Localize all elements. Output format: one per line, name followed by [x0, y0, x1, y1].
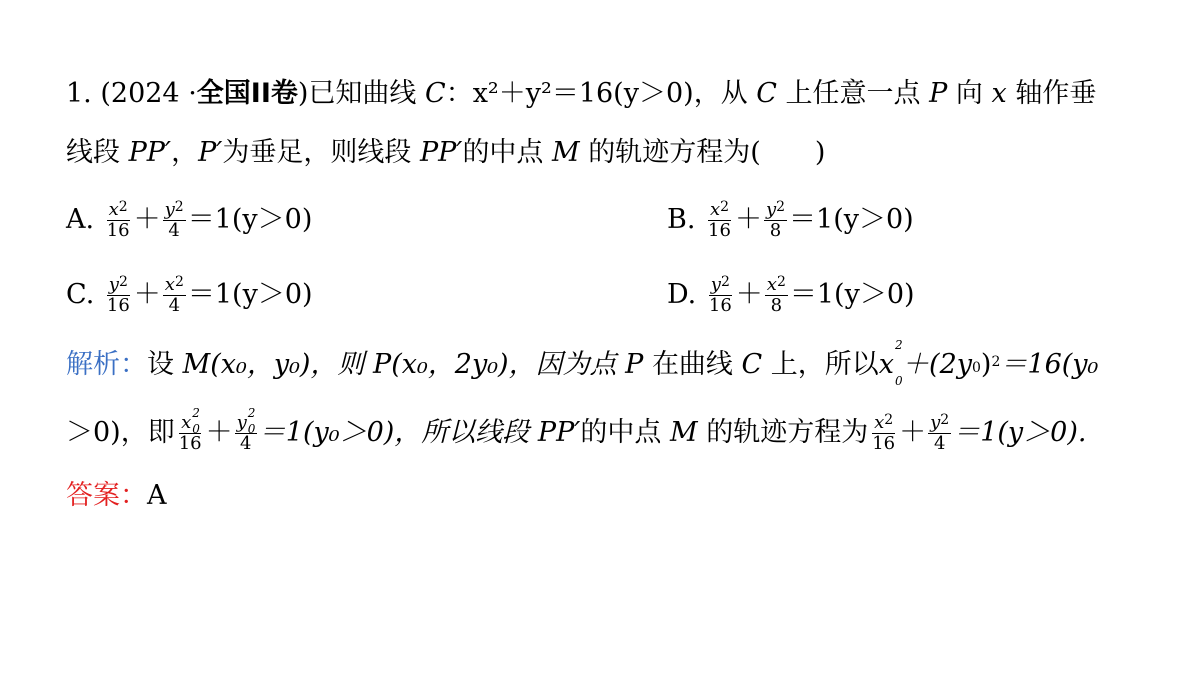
line2-text-2: ，: [171, 137, 199, 168]
analysis-text: C: [741, 349, 763, 380]
fraction: x 2 0 16: [178, 406, 202, 454]
line2-text-3: 为垂足，则线段: [222, 137, 412, 168]
answer-label: 答案：: [66, 480, 147, 511]
analysis-text: ): [980, 349, 992, 380]
analysis-line-2: ＞0)，即 x 2 0 16 ＋ y 2 0 4 ＝1(y₀＞0)，所以线段 PP′的中点 M 的轨迹方程为 $\frac{x^2}{16}$ ＋ $\frac{y^2}{4}$ ＝1(y＞0).: [66, 406, 1087, 454]
question-line-1: [66, 74, 1096, 114]
fraction: $\frac{x^2}{16}$: [872, 412, 896, 454]
fraction: $\frac{x^2}{4}$: [164, 274, 184, 316]
analysis-text: 设: [147, 349, 174, 380]
analysis-text: ＝16(y₀: [1000, 349, 1099, 380]
curve-equation: x²＋y²＝16(y＞0): [472, 78, 694, 109]
option-tail: ＝1(y＞0): [187, 279, 313, 310]
analysis-text: ＋(2y: [902, 349, 972, 380]
line2-text-1: 线段: [66, 137, 120, 168]
analysis-line-1: 解析：设 M(x₀，y₀)，则 P(x₀，2y₀)，因为点 P 在曲线 C 上，所以x 2 0 $+(2y_0)^2=16(y_0$: [66, 338, 1099, 388]
numerator: y: [710, 274, 721, 295]
segment-pp-2: PP′: [419, 137, 463, 168]
analysis-text: ＝1(y₀＞0)，所以线段: [258, 417, 530, 448]
fraction: $\frac{y^2}{4}$: [164, 199, 184, 241]
foot-point: P′: [198, 137, 223, 168]
source-dot: ·: [188, 78, 197, 109]
denominator: 16: [178, 433, 202, 454]
numerator: y: [164, 199, 175, 220]
option-label: A.: [66, 204, 95, 235]
midpoint-m: M: [552, 137, 580, 168]
numerator: y: [765, 199, 777, 220]
answer-line: [66, 476, 167, 516]
denominator: 4: [168, 295, 181, 316]
denominator: 4: [239, 433, 252, 454]
source-name: 全国II卷: [196, 78, 298, 109]
option-tail: ＝1(y＞0): [187, 204, 313, 235]
option-label: C.: [66, 279, 95, 310]
denominator: 4: [933, 433, 946, 454]
curve-name-2: C: [756, 78, 777, 109]
colon: ：: [445, 78, 473, 109]
question-text-5: 轴作垂: [1015, 78, 1097, 109]
option-c[interactable]: C. $\frac{y^2}{16}$ ＋ $\frac{x^2}{4}$ ＝1(y＞0): [66, 274, 313, 316]
option-b[interactable]: B. $\frac{x^2}{16}$ ＋ $\frac{y^2}{8}$ ＝1(y＞0): [667, 199, 914, 241]
option-label: B.: [667, 204, 696, 235]
line2-text-5: 的轨迹方程为( ): [588, 137, 826, 168]
fraction: $\frac{y^2}{4}$: [930, 412, 950, 454]
source-close: ): [297, 78, 309, 109]
numerator: y: [108, 274, 119, 295]
denominator: 16: [708, 295, 732, 316]
point-p: P: [929, 78, 948, 109]
denominator: 8: [770, 295, 783, 316]
analysis-text: 上，所以: [770, 349, 879, 380]
option-a[interactable]: A. $\frac{x^2}{16}$ ＋ $\frac{y^2}{4}$ ＝1(y＞0): [66, 199, 313, 241]
denominator: 16: [106, 295, 130, 316]
question-text-4: 向: [955, 78, 983, 109]
analysis-text: 的中点: [580, 417, 662, 448]
denominator: 8: [769, 220, 782, 241]
option-tail: ＝1(y＞0): [789, 279, 915, 310]
answer-value: A: [147, 480, 167, 511]
analysis-text: M(x₀，y₀)，则: [182, 349, 365, 380]
fraction: $\frac{x^2}{16}$: [708, 199, 731, 241]
question-text-3: 上任意一点: [785, 78, 921, 109]
x0-squared: x 2 0: [878, 338, 903, 388]
question-number: 1.: [66, 78, 92, 109]
fraction: $\frac{y^2}{16}$: [708, 274, 732, 316]
option-d[interactable]: D. $\frac{y^2}{16}$ ＋ $\frac{x^2}{8}$ ＝1(y＞0): [667, 274, 915, 316]
segment-pp: PP′: [128, 137, 172, 168]
question-text-2: ，从: [693, 78, 748, 109]
analysis-text: ＞0)，即: [66, 417, 175, 448]
option-label: D.: [667, 279, 697, 310]
numerator: x: [108, 199, 119, 220]
option-tail: ＝1(y＞0): [789, 204, 914, 235]
numerator: x: [766, 274, 777, 295]
numerator: x: [709, 199, 721, 220]
analysis-text: PP′: [537, 417, 581, 448]
denominator: 16: [872, 433, 896, 454]
analysis-text: 在曲线: [651, 349, 733, 380]
denominator: 4: [168, 220, 180, 241]
analysis-text: M: [669, 417, 698, 448]
fraction: $\frac{x^2}{8}$: [766, 274, 786, 316]
curve-name: C: [425, 78, 446, 109]
analysis-text: 的轨迹方程为: [706, 417, 869, 448]
line2-text-4: 的中点: [462, 137, 544, 168]
analysis-label: 解析：: [66, 349, 147, 380]
question-text-1: 已知曲线: [308, 78, 417, 109]
denominator: 16: [708, 220, 731, 241]
denominator: 16: [106, 220, 130, 241]
analysis-text: P(x₀，2y₀)，因为点: [373, 349, 617, 380]
fraction: y 2 0 4: [236, 406, 256, 454]
source-open: (2024: [100, 78, 180, 109]
fraction: $\frac{y^2}{8}$: [765, 199, 786, 241]
numerator: x: [164, 274, 175, 295]
analysis-text: ＝1(y＞0).: [953, 417, 1087, 448]
question-line-2: [66, 133, 825, 173]
fraction: $\frac{x^2}{16}$: [106, 199, 130, 241]
fraction: $\frac{y^2}{16}$: [106, 274, 130, 316]
analysis-text: P: [625, 349, 644, 380]
axis-x: x: [991, 78, 1007, 109]
